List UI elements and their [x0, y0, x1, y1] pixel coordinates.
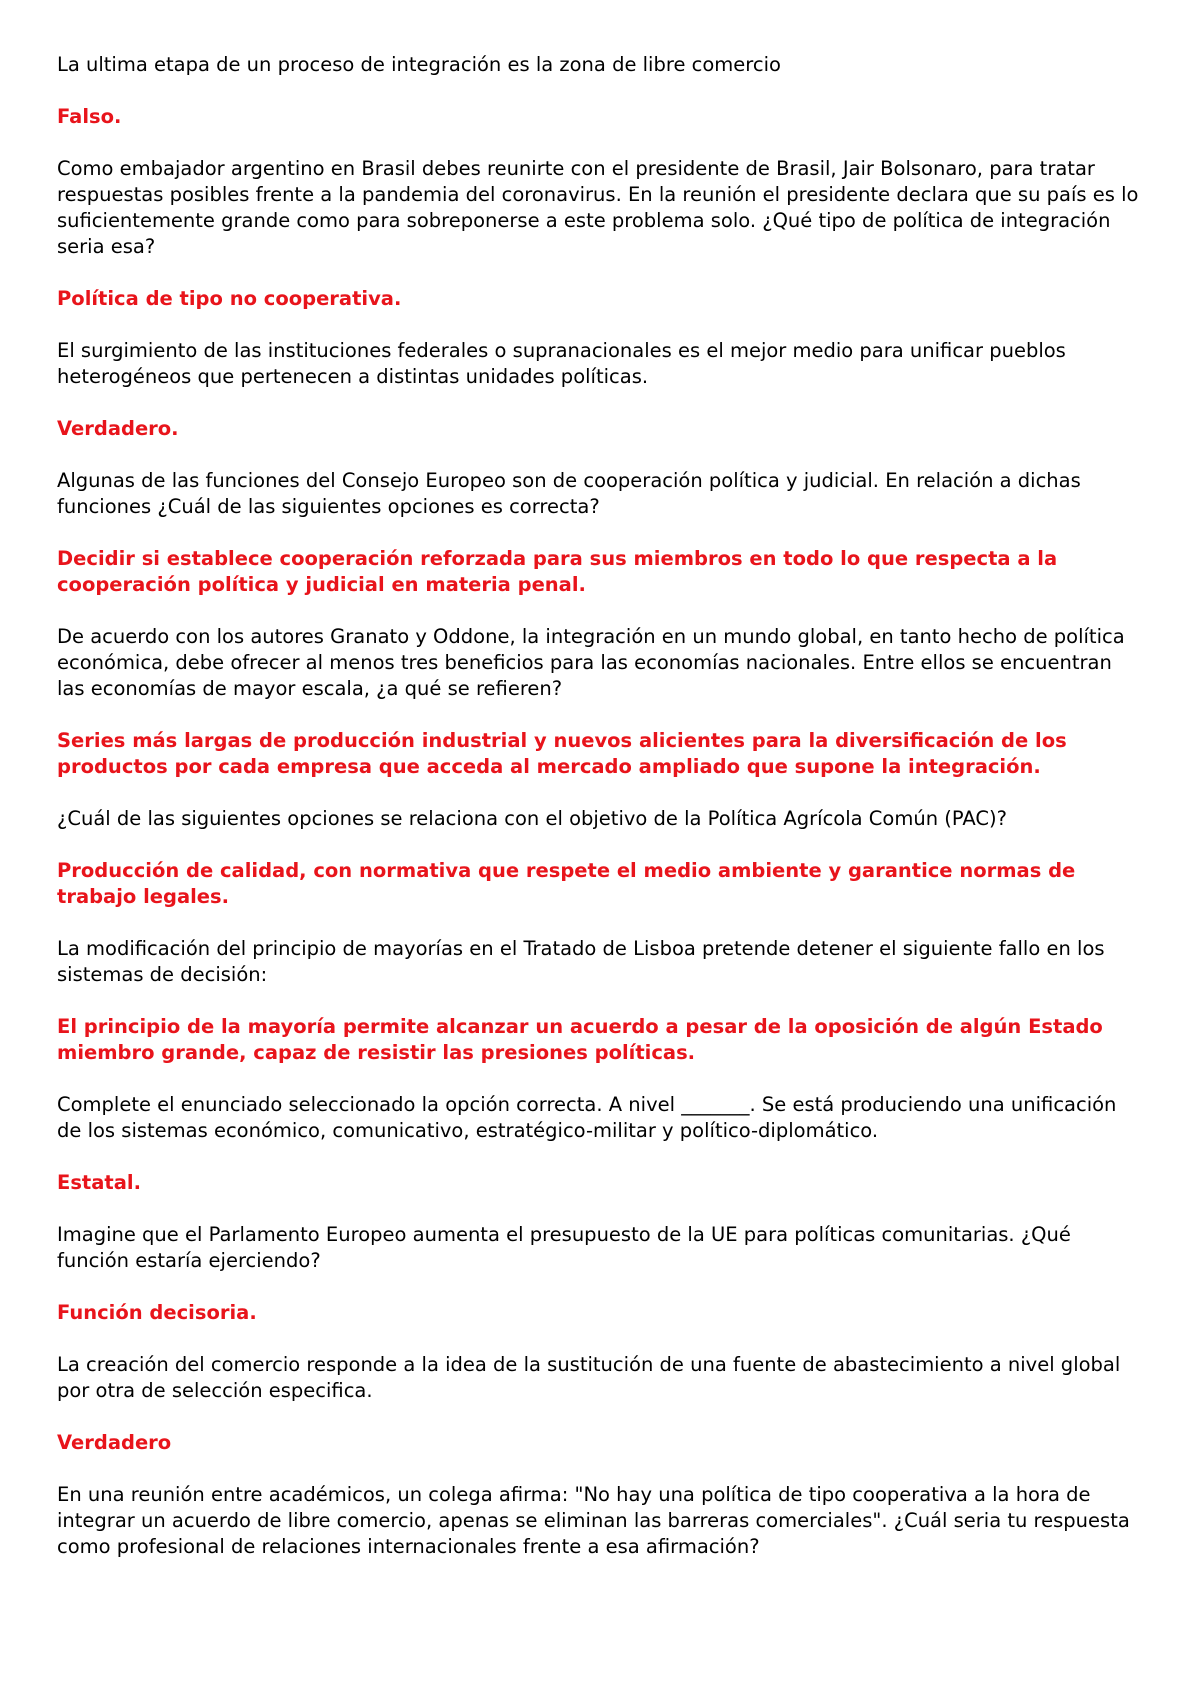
question-3: El surgimiento de las instituciones federales o supranacionales es el mejor medio para unificar pueblos heterogéneos que pertenecen a distintas unidades políticas.	[57, 339, 1066, 388]
question-9: Imagine que el Parlamento Europeo aumenta el presupuesto de la UE para políticas comunitarias. ¿Qué función estaría ejerciendo?	[57, 1223, 1071, 1272]
question-1: La ultima etapa de un proceso de integración es la zona de libre comercio	[57, 53, 781, 76]
question-6: ¿Cuál de las siguientes opciones se relaciona con el objetivo de la Política Agrícola Común (PAC)?	[57, 807, 1007, 830]
question-10: La creación del comercio responde a la idea de la sustitución de una fuente de abastecimiento a nivel global por otra de selección especifica.	[57, 1353, 1121, 1402]
answer-5: Series más largas de producción industrial y nuevos alicientes para la diversificación de los productos por cada empresa que acceda al mercado ampliado que supone la integración.	[57, 729, 1067, 778]
answer-2: Política de tipo no cooperativa.	[57, 287, 402, 310]
answer-1: Falso.	[57, 105, 122, 128]
answer-7: El principio de la mayoría permite alcanzar un acuerdo a pesar de la oposición de algún Estado miembro grande, capaz de resistir las presiones políticas.	[57, 1015, 1103, 1064]
answer-9: Función decisoria.	[57, 1301, 257, 1324]
question-5: De acuerdo con los autores Granato y Oddone, la integración en un mundo global, en tanto hecho de política económica, debe ofrecer al menos tres beneficios para las economías nacionales. Entre ellos se encuentran las economías de mayor escala, ¿a qué se refieren?	[57, 625, 1125, 700]
answer-8: Estatal.	[57, 1171, 141, 1194]
answer-10: Verdadero	[57, 1431, 172, 1454]
question-8: Complete el enunciado seleccionado la opción correcta. A nivel _______. Se está produciendo una unificación de los sistemas económico, comunicativo, estratégico-militar y político-diplomático.	[57, 1093, 1117, 1142]
question-7: La modificación del principio de mayorías en el Tratado de Lisboa pretende detener el siguiente fallo en los sistemas de decisión:	[57, 937, 1105, 986]
answer-4: Decidir si establece cooperación reforzada para sus miembros en todo lo que respecta a la cooperación política y judicial en materia penal.	[57, 547, 1058, 596]
question-11: En una reunión entre académicos, un colega afirma: "No hay una política de tipo cooperativa a la hora de integrar un acuerdo de libre comercio, apenas se eliminan las barreras comerciales". ¿Cuál seria tu respuesta como profesional de relaciones internacionales frente a esa afirmación?	[57, 1483, 1130, 1558]
question-2: Como embajador argentino en Brasil debes reunirte con el presidente de Brasil, Jair Bolsonaro, para tratar respuestas posibles frente a la pandemia del coronavirus. En la reunión el presidente declara que su país es lo suficientemente grande como para sobreponerse a este problema solo. ¿Qué tipo de política de integración seria esa?	[57, 157, 1139, 258]
answer-3: Verdadero.	[57, 417, 179, 440]
question-4: Algunas de las funciones del Consejo Europeo son de cooperación política y judicial. En relación a dichas funciones ¿Cuál de las siguientes opciones es correcta?	[57, 469, 1081, 518]
answer-6: Producción de calidad, con normativa que respete el medio ambiente y garantice normas de trabajo legales.	[57, 859, 1076, 908]
